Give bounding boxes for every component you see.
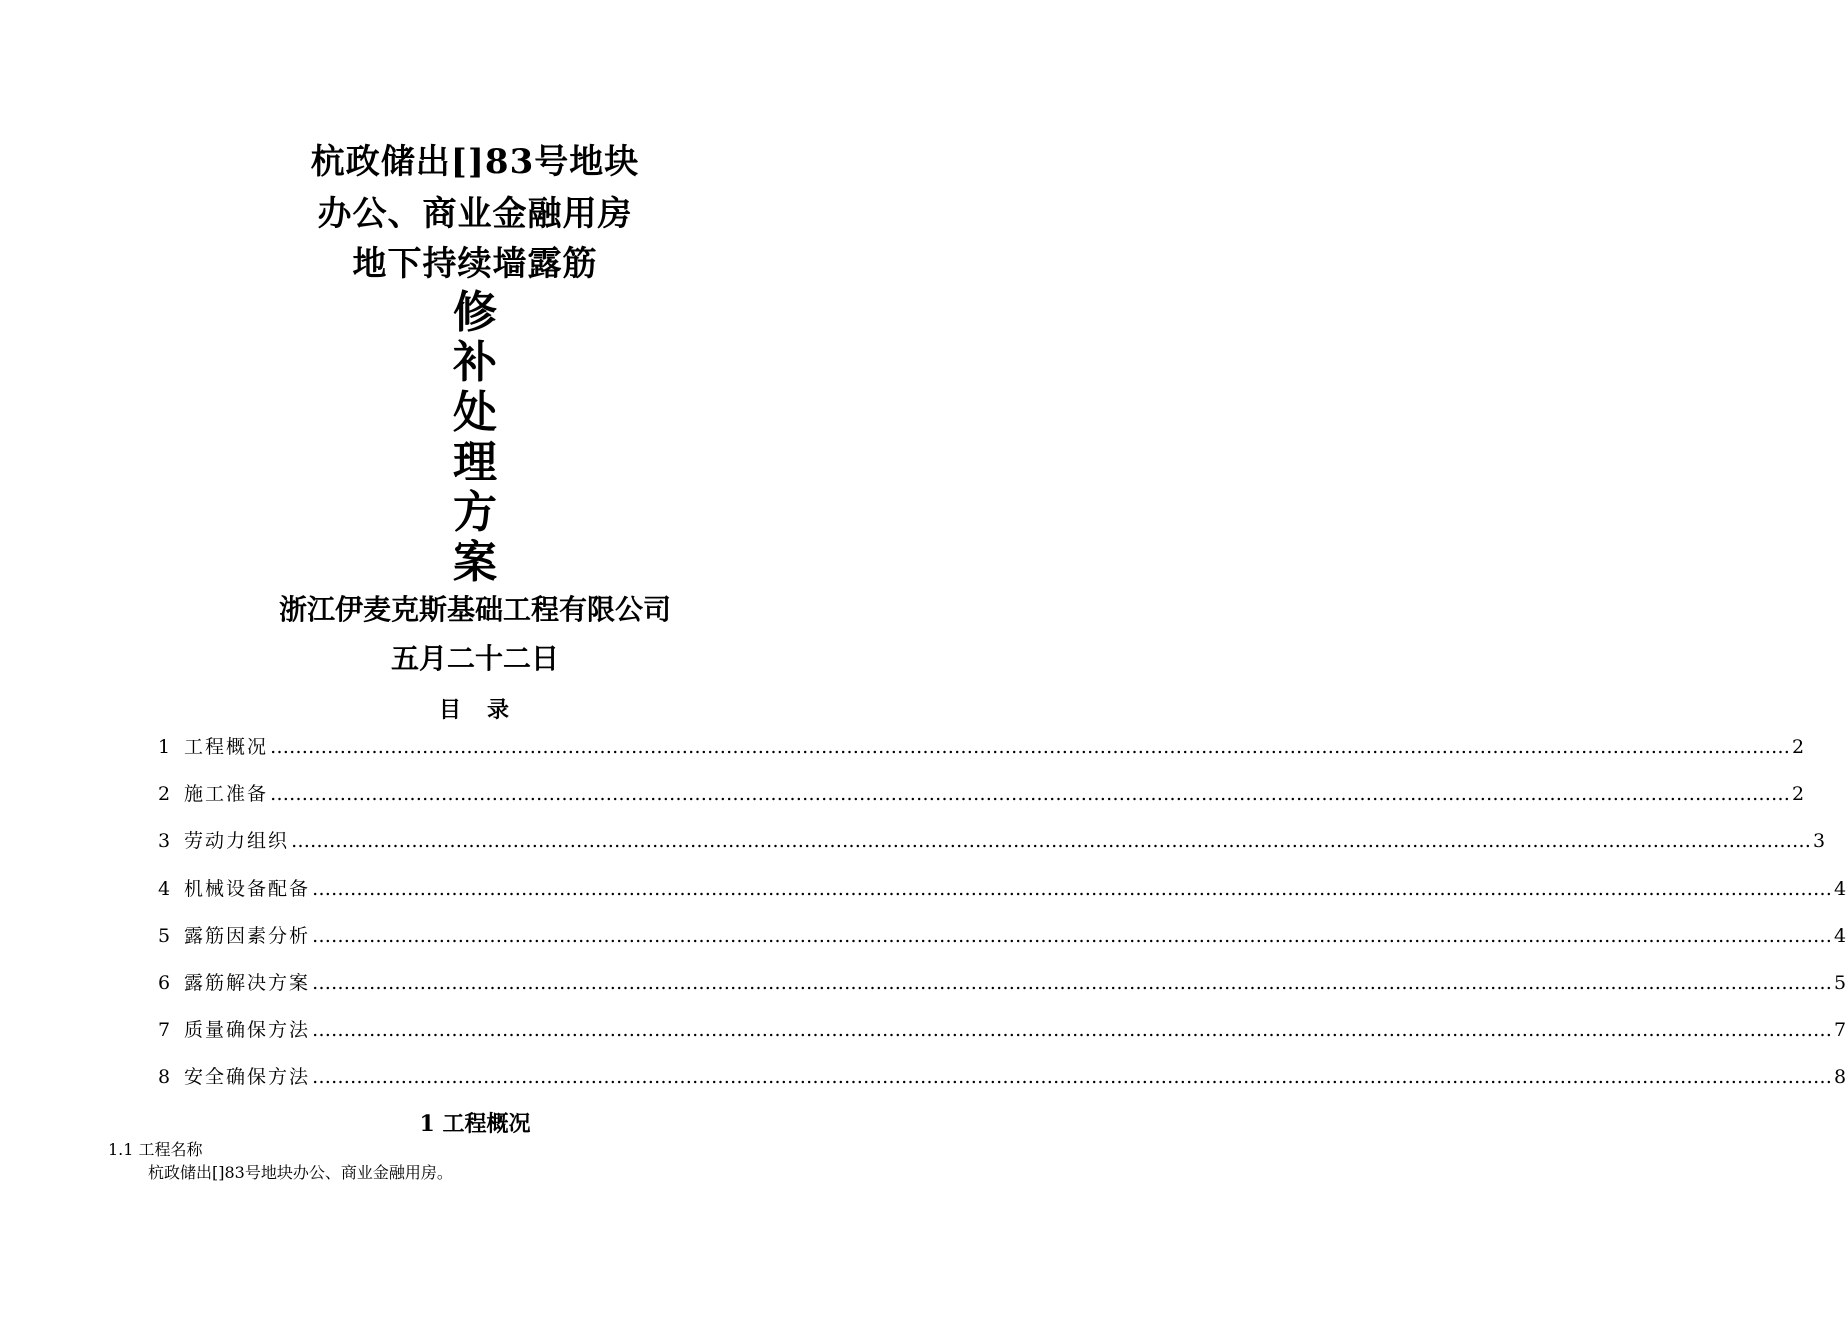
- section-1-heading: 1 工程概况: [419, 1111, 531, 1137]
- toc-item[interactable]: [158, 968, 1846, 998]
- toc-item[interactable]: [158, 1062, 1846, 1092]
- toc-item-label: 露筋解决方案: [184, 972, 311, 994]
- toc-item[interactable]: [158, 779, 1805, 809]
- toc-item[interactable]: [158, 874, 1846, 904]
- toc-item-label: 工程概况: [184, 736, 269, 758]
- toc-item[interactable]: [158, 1015, 1846, 1045]
- toc-leader-dots: ……………………………………………………………………………………………………………………………………………………………………………………………………………………: [312, 972, 1833, 994]
- subsection-1-1-text: 杭政储出[]83号地块办公、商业金融用房。: [148, 1163, 453, 1182]
- toc-item-page: 2: [1792, 783, 1805, 805]
- toc-item-number: 1: [158, 736, 171, 758]
- title-char-3: 处: [453, 387, 497, 438]
- toc-item-number: 6: [158, 972, 171, 994]
- company-name: 浙江伊麦克斯基础工程有限公司: [278, 593, 671, 626]
- toc-item-label: 质量确保方法: [184, 1019, 311, 1041]
- toc-item-label: 露筋因素分析: [184, 925, 311, 947]
- toc-item-number: 4: [158, 878, 171, 900]
- toc-leader-dots: ……………………………………………………………………………………………………………………………………………………………………………………………………………………: [312, 1066, 1833, 1088]
- toc-item-page: 2: [1792, 736, 1805, 758]
- toc-item-label: 劳动力组织: [184, 830, 290, 852]
- toc-leader-dots: ……………………………………………………………………………………………………………………………………………………………………………………………………………………: [270, 783, 1791, 805]
- toc-item-number: 3: [158, 830, 171, 852]
- toc-leader-dots: ……………………………………………………………………………………………………………………………………………………………………………………………………………………: [312, 1019, 1833, 1041]
- toc-heading: 目 录: [438, 697, 511, 723]
- title-line-2: 办公、商业金融用房: [317, 194, 633, 234]
- title-char-4: 理: [453, 437, 497, 488]
- toc-item-label: 安全确保方法: [184, 1066, 311, 1088]
- toc-item-page: 8: [1834, 1066, 1846, 1088]
- toc-leader-dots: ……………………………………………………………………………………………………………………………………………………………………………………………………………………: [312, 925, 1833, 947]
- toc-item-number: 2: [158, 783, 171, 805]
- title-char-2: 补: [453, 337, 497, 388]
- toc-item-label: 机械设备配备: [184, 878, 311, 900]
- title-char-5: 方: [453, 487, 497, 538]
- toc-item-page: 4: [1834, 925, 1846, 947]
- toc-item[interactable]: [158, 921, 1846, 951]
- toc-item-page: 3: [1813, 830, 1826, 852]
- toc-leader-dots: ……………………………………………………………………………………………………………………………………………………………………………………………………………………: [312, 878, 1833, 900]
- toc-item[interactable]: [158, 732, 1805, 762]
- toc-item-page: 7: [1834, 1019, 1846, 1041]
- cover-date: 五月二十二日: [390, 642, 559, 675]
- toc-item-number: 8: [158, 1066, 171, 1088]
- toc-leader-dots: ……………………………………………………………………………………………………………………………………………………………………………………………………………………: [291, 830, 1812, 852]
- subsection-1-1-heading: 1.1 工程名称: [108, 1140, 203, 1159]
- title-char-6: 案: [453, 537, 497, 588]
- toc-item-number: 7: [158, 1019, 171, 1041]
- toc-item[interactable]: [158, 826, 1826, 856]
- toc-item-page: 4: [1834, 878, 1846, 900]
- toc-item-page: 5: [1834, 972, 1846, 994]
- title-line-3: 地下持续墙露筋: [352, 244, 598, 284]
- toc-item-number: 5: [158, 925, 171, 947]
- title-char-1: 修: [453, 287, 497, 338]
- toc-item-label: 施工准备: [184, 783, 269, 805]
- toc-leader-dots: ……………………………………………………………………………………………………………………………………………………………………………………………………………………: [270, 736, 1791, 758]
- title-line-1: 杭政储出[]83号地块: [310, 142, 640, 182]
